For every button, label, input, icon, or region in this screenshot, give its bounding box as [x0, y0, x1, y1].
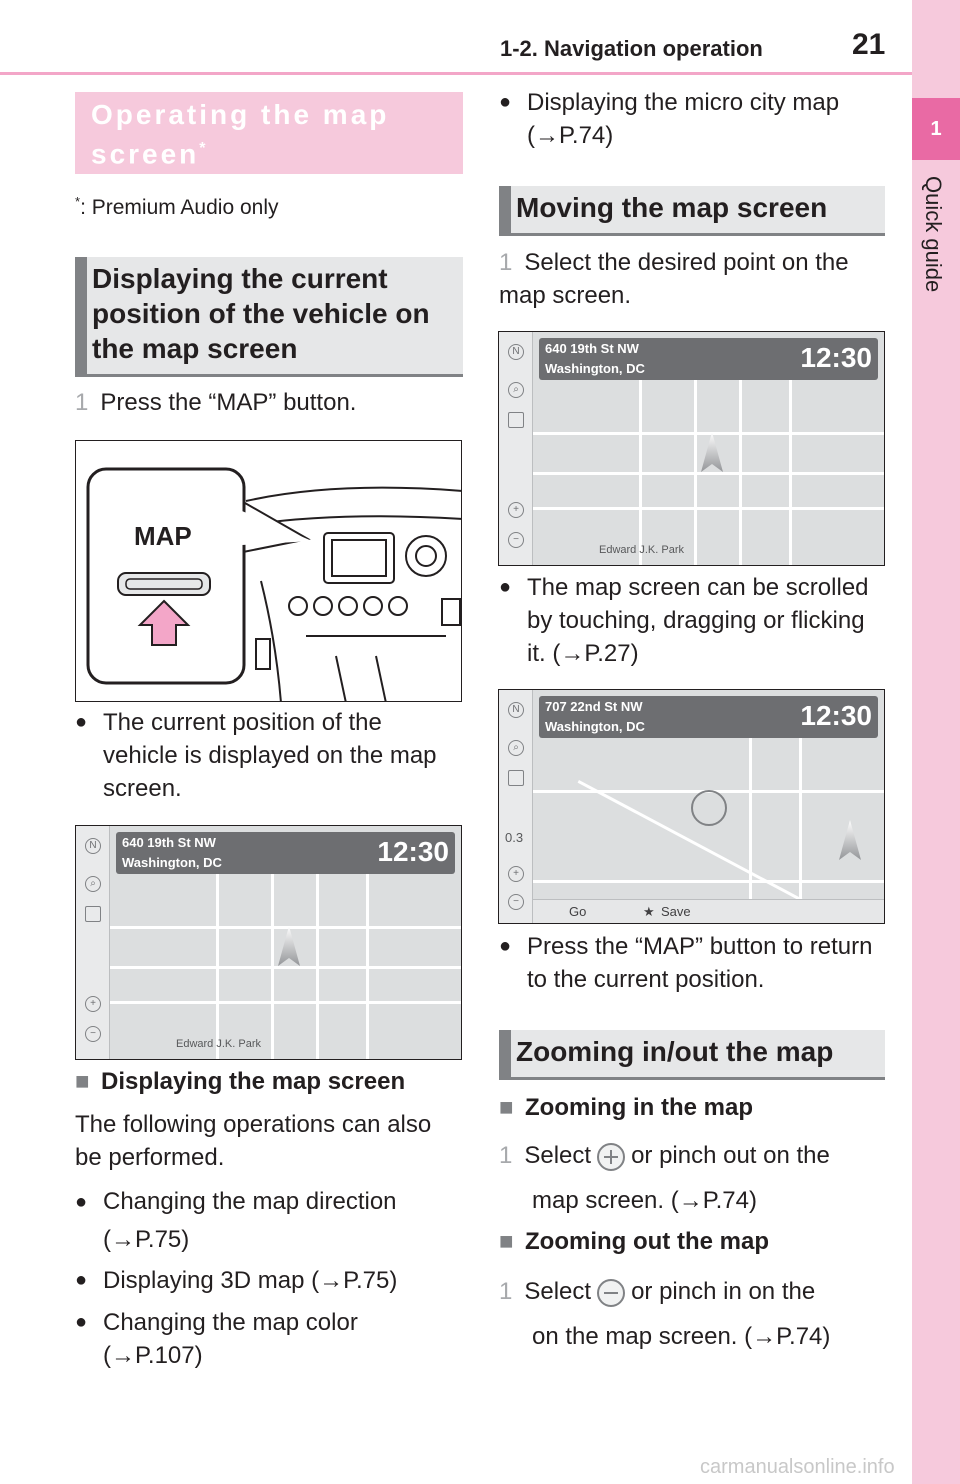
search-icon[interactable]: ⌕: [508, 382, 524, 398]
bullet-micro-city: ● Displaying the micro city map (→P.74): [499, 86, 889, 152]
map-clock: 12:30: [377, 836, 449, 867]
map-address-line2: Washington, DC: [122, 855, 222, 870]
zoom-in-icon[interactable]: +: [508, 502, 524, 518]
watermark: carmanualsonline.info: [700, 1456, 895, 1478]
bullet-return: ● Press the “MAP” button to return to the current position.: [499, 930, 889, 996]
header-divider: [0, 72, 912, 75]
map-side-controls: [499, 690, 533, 923]
section-title: [75, 92, 463, 174]
step-number: 1: [499, 249, 513, 276]
step-zoom-in-line2: map screen. (→P.74): [532, 1187, 757, 1214]
road: [749, 738, 752, 924]
step-select-point: [499, 246, 889, 312]
display-intro: The following operations can also be performed.: [75, 1111, 432, 1171]
heading-current-position: Displaying the current position of the vehicle on the map screen: [75, 257, 463, 377]
compass-icon[interactable]: N: [85, 838, 101, 854]
road: [110, 926, 462, 929]
search-icon[interactable]: ⌕: [508, 740, 524, 756]
section-title-marker: *: [199, 140, 209, 157]
map-side-controls: [76, 826, 110, 1059]
subheading-display-map: ■ Displaying the map screen: [75, 1068, 405, 1096]
road: [366, 874, 369, 1060]
map-button-label: MAP: [134, 521, 192, 551]
dashboard-drawing: [76, 441, 462, 702]
step-text: or pinch out on the: [631, 1142, 830, 1169]
map-clock: 12:30: [800, 342, 872, 373]
road: [533, 472, 885, 475]
map-screen-1: [75, 825, 462, 1060]
step-number: 1: [499, 1142, 513, 1169]
compass-icon[interactable]: N: [508, 344, 524, 360]
road: [533, 507, 885, 510]
map-address-line2: Washington, DC: [545, 719, 645, 734]
zoom-out-icon[interactable]: −: [85, 1026, 101, 1042]
map-header-bar: [116, 832, 455, 874]
footnote-text: : Premium Audio only: [80, 196, 279, 219]
zoom-out-icon: [597, 1279, 625, 1307]
page-number: 21: [852, 28, 886, 61]
footnote: [75, 194, 279, 220]
map-address-line1: 640 19th St NW: [122, 835, 216, 850]
heading-moving-map: Moving the map screen: [499, 186, 885, 236]
bullet-direction: ● Changing the map direction (→P.75): [75, 1183, 455, 1259]
subheading-zoom-in: ■ Zooming in the map: [499, 1094, 753, 1122]
road: [316, 874, 319, 1060]
step-number: 1: [499, 1278, 513, 1305]
map-address-line1: 707 22nd St NW: [545, 699, 643, 714]
step-text: Select: [524, 1142, 592, 1169]
map-screen-3: [498, 689, 885, 924]
map-button-illustration: [75, 440, 462, 702]
cursor-crosshair-icon: [691, 790, 727, 826]
step-zoom-out-line2: on the map screen. (→P.74): [532, 1323, 831, 1350]
road: [533, 880, 885, 883]
zoom-in-icon[interactable]: +: [508, 866, 524, 882]
road: [739, 380, 742, 566]
road: [639, 380, 642, 566]
road: [799, 738, 802, 924]
search-icon[interactable]: ⌕: [85, 876, 101, 892]
step-zoom-in: [499, 1139, 899, 1172]
map-clock: 12:30: [800, 700, 872, 731]
save-button[interactable]: Save: [661, 904, 691, 919]
road: [271, 874, 274, 1060]
zoom-in-icon: [597, 1143, 625, 1171]
road: [789, 380, 792, 566]
map-screen-2: [498, 331, 885, 566]
compass-icon[interactable]: N: [508, 702, 524, 718]
map-side-controls: [499, 332, 533, 565]
map-park-label: Edward J.K. Park: [176, 1038, 261, 1050]
star-icon: ★: [643, 904, 655, 919]
map-header-bar: [539, 696, 878, 738]
zoom-in-icon[interactable]: +: [85, 996, 101, 1012]
road: [694, 380, 697, 566]
road: [216, 874, 219, 1060]
step-text: Select the desired point on the map screen.: [499, 249, 849, 309]
footnote-marker: *: [75, 194, 81, 209]
map-address-line2: Washington, DC: [545, 361, 645, 376]
poi-icon[interactable]: [508, 770, 524, 786]
step-press-map: [75, 386, 356, 419]
map-header-bar: [539, 338, 878, 380]
road: [533, 432, 885, 435]
step-text: Press the “MAP” button.: [100, 389, 357, 416]
bullet-scroll: ● The map screen can be scrolled by touching, dragging or flicking it. (→P.27): [499, 571, 889, 670]
go-button[interactable]: Go: [569, 904, 587, 919]
road: [110, 1001, 462, 1004]
map-scale: 0.3: [505, 830, 524, 845]
poi-icon[interactable]: [508, 412, 524, 428]
chapter-number: 1: [912, 98, 960, 160]
subheading-zoom-out: ■ Zooming out the map: [499, 1228, 769, 1256]
poi-icon[interactable]: [85, 906, 101, 922]
map-address-line1: 640 19th St NW: [545, 341, 639, 356]
section-title-text: Operating the map screen: [91, 99, 390, 170]
bullet-3d: ● Displaying 3D map (→P.75): [75, 1264, 455, 1297]
bullet-current-position: ● The current position of the vehicle is displayed on the map screen.: [75, 706, 455, 805]
step-number: 1: [75, 389, 89, 416]
step-text: Select: [524, 1278, 592, 1305]
header-section-title: 1-2. Navigation operation: [500, 36, 763, 61]
bullet-color: ● Changing the map color (→P.107): [75, 1306, 455, 1372]
zoom-out-icon[interactable]: −: [508, 532, 524, 548]
map-action-bar: [533, 899, 884, 923]
road: [110, 966, 462, 969]
step-zoom-out: [499, 1275, 899, 1308]
chapter-label: Quick guide: [921, 176, 946, 293]
step-text: or pinch in on the: [631, 1278, 816, 1305]
map-park-label: Edward J.K. Park: [599, 544, 684, 556]
heading-zoom: Zooming in/out the map: [499, 1030, 885, 1080]
zoom-out-icon[interactable]: −: [508, 894, 524, 910]
